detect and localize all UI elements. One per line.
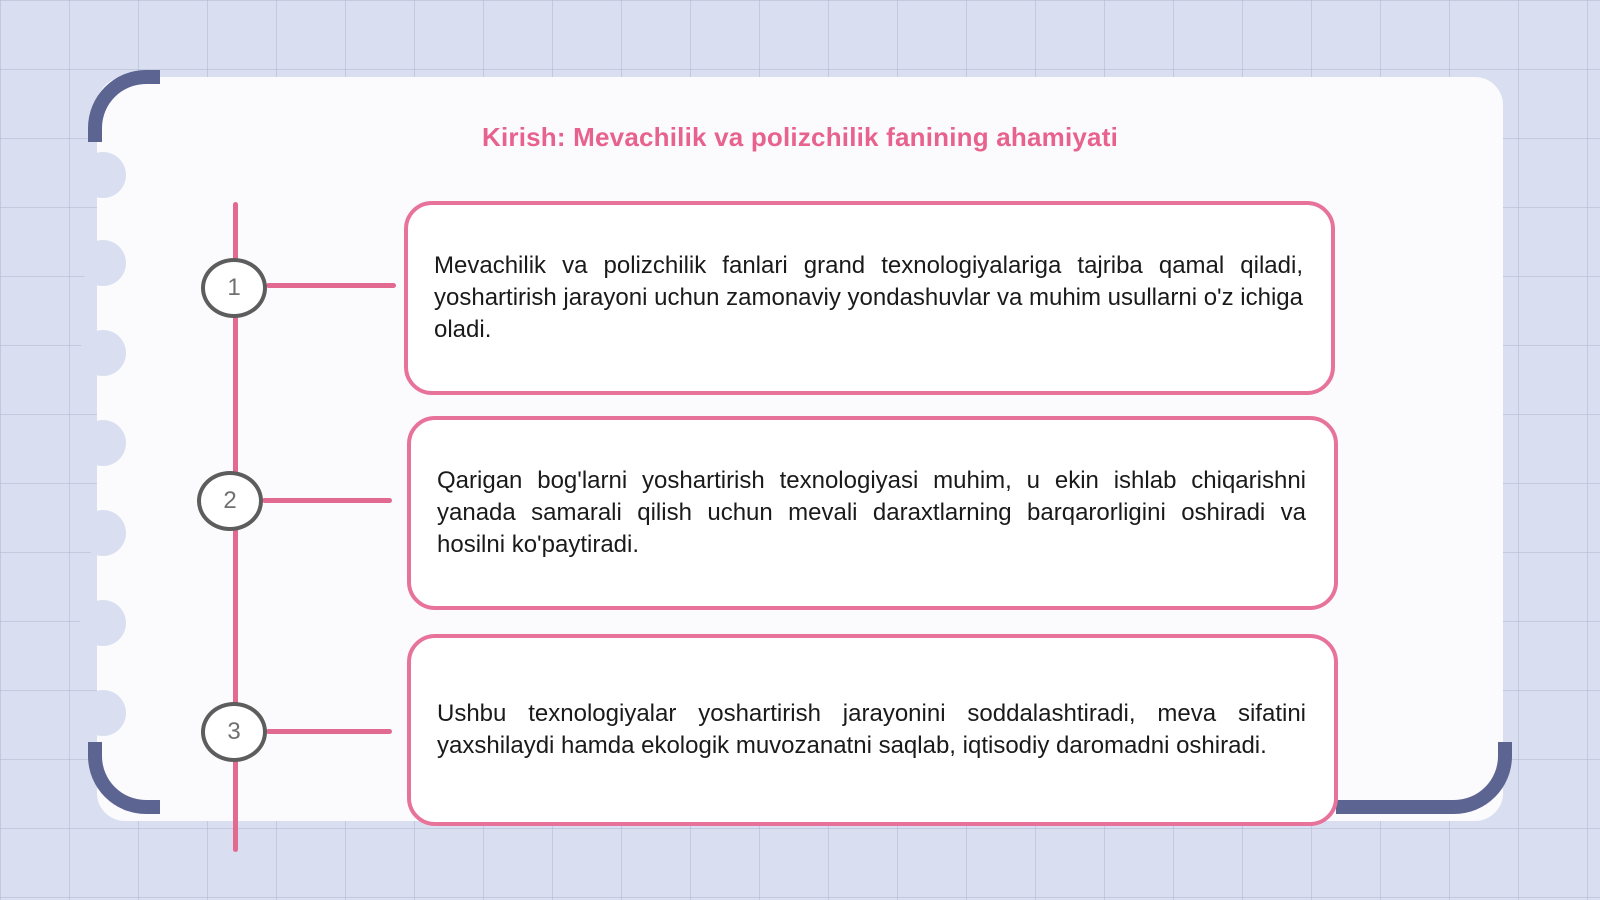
info-card-text: Ushbu texnologiyalar yoshartirish jarayonini soddalashtiradi, meva sifatini yaxshilaydi hamda ekologik muvozanatni saqlab, iqtisodiy daromadni oshiradi. xyxy=(437,700,1306,759)
info-card xyxy=(404,201,1335,395)
step-number-badge xyxy=(201,258,267,318)
step-number: 3 xyxy=(227,718,241,745)
timeline-connector xyxy=(266,283,396,288)
paper-scallop xyxy=(80,240,126,286)
corner-bracket-bottom-right xyxy=(1336,742,1512,814)
step-number-badge xyxy=(197,471,263,531)
timeline-connector xyxy=(262,498,392,503)
info-card-text: Mevachilik va polizchilik fanlari grand texnologiyalariga tajriba qamal qiladi, yoshartirish jarayoni uchun zamonaviy yondashuvlar va muhim usullarni o'z ichiga oladi. xyxy=(434,252,1304,343)
paper-scallop xyxy=(80,420,126,466)
info-card-text: Qarigan bog'larni yoshartirish texnologiyasi muhim, u ekin ishlab chiqarishni yanada samarali qilish uchun mevali daraxtlarning barqarorligini oshiradi va hosilni ko'paytiradi. xyxy=(437,467,1306,558)
paper-scallop xyxy=(80,510,126,556)
info-card xyxy=(407,634,1338,826)
slide-title: Kirish: Mevachilik va polizchilik fanining ahamiyati xyxy=(481,122,1118,152)
paper-scallop xyxy=(80,152,126,198)
step-number: 1 xyxy=(227,274,241,301)
step-number-badge xyxy=(201,702,267,762)
timeline-connector xyxy=(266,729,392,734)
paper-scallop xyxy=(80,330,126,376)
info-card xyxy=(407,416,1338,610)
paper-scallop xyxy=(80,690,126,736)
step-number: 2 xyxy=(223,487,237,514)
paper-scallop xyxy=(80,600,126,646)
